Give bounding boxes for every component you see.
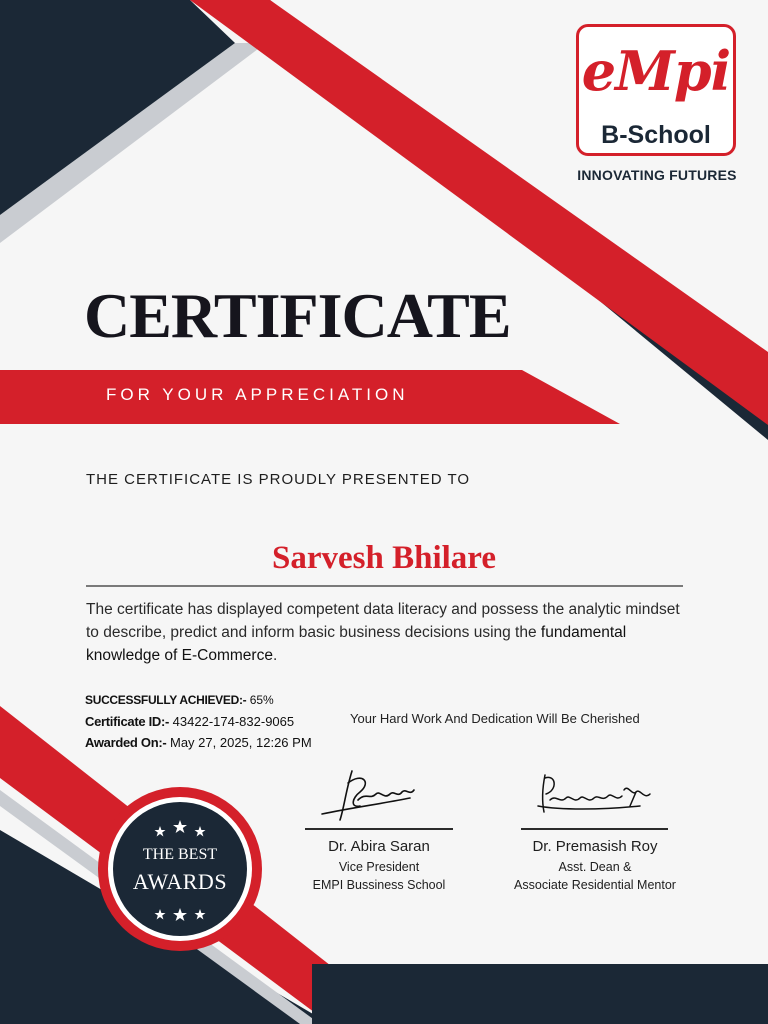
signatory-2-role-line1: Asst. Dean &	[558, 860, 632, 874]
description-text: The certificate has displayed competent data literacy and possess the analytic mindset to describe, predict and inform basic business decisions using the	[86, 601, 680, 641]
awarded-on-line	[85, 735, 312, 750]
achievement-value: 65%	[246, 693, 274, 707]
signature-line-2	[521, 828, 668, 830]
signatory-1-role-line2: EMPI Bussiness School	[312, 878, 446, 892]
cherish-message: Your Hard Work And Dedication Will Be Cherished	[350, 711, 640, 726]
certificate-id-value: 43422-174-832-9065	[169, 714, 295, 729]
badge-line-2: AWARDS	[132, 869, 228, 894]
signature-abira-saran	[322, 771, 414, 820]
awarded-on-value: May 27, 2025, 12:26 PM	[166, 735, 312, 750]
badge-line-1: THE BEST	[142, 846, 218, 863]
signatory-2-role	[486, 858, 704, 894]
signatory-2-role-line2: Associate Residential Mentor	[514, 878, 676, 892]
logo-tagline: INNOVATING FUTURES	[577, 167, 737, 183]
certificate-id-label: Certificate ID:-	[85, 714, 170, 729]
description-emphasis: fundamental knowledge of E-Commerce	[86, 624, 627, 664]
certificate-id-line	[85, 714, 294, 729]
signatory-1-role	[280, 858, 478, 894]
recipient-name: Sarvesh Bhilare	[272, 540, 496, 576]
signatory-2-name: Dr. Premasish Roy	[532, 838, 658, 855]
navy-triangle-top	[0, 0, 235, 215]
signature-premasish-roy	[538, 775, 650, 812]
awarded-on-label: Awarded On:-	[85, 735, 167, 750]
certificate-title: CERTIFICATE	[84, 280, 511, 351]
achievement-label: SUCCESSFULLY ACHIEVED:-	[85, 693, 247, 707]
logo-mark: eMpi	[581, 39, 731, 103]
signatory-1-role-line1: Vice President	[338, 860, 420, 874]
empi-logo	[576, 24, 736, 156]
presented-to-label: THE CERTIFICATE IS PROUDLY PRESENTED TO	[86, 471, 471, 488]
navy-band-bottom	[312, 964, 768, 1024]
logo-subtitle: B-School	[601, 121, 711, 149]
signature-line-1	[305, 828, 453, 830]
ribbon-text: FOR YOUR APPRECIATION	[106, 385, 409, 404]
certificate-description	[86, 598, 686, 667]
signatory-1-name: Dr. Abira Saran	[328, 838, 430, 855]
achievement-line	[85, 693, 274, 707]
name-underline	[86, 585, 683, 587]
description-end: .	[272, 647, 278, 664]
